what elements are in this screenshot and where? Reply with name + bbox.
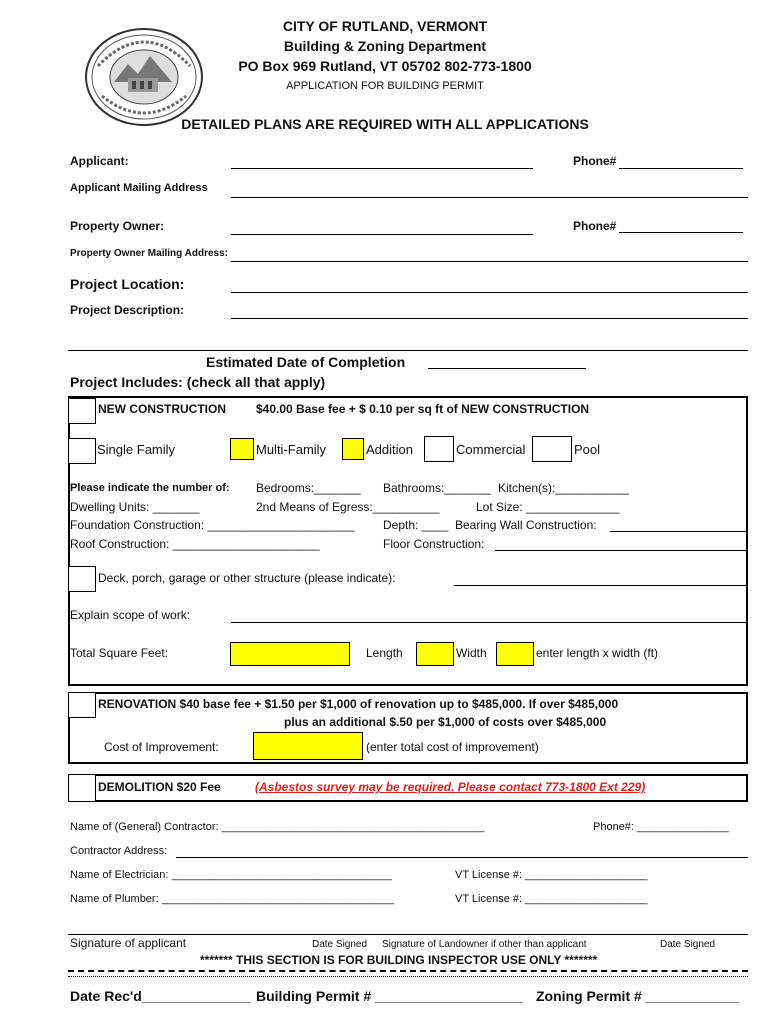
commercial-checkbox[interactable] xyxy=(424,436,454,462)
scope-label: Explain scope of work: xyxy=(70,608,191,622)
multi-family-label: Multi-Family xyxy=(256,442,327,457)
pool-checkbox[interactable] xyxy=(532,436,572,462)
pool-label: Pool xyxy=(574,442,601,457)
length-field[interactable] xyxy=(416,642,454,666)
demolition-note: (Asbestos survey may be required. Please contact 773-1800 Ext 229) xyxy=(255,780,646,794)
cost-hint: (enter total cost of improvement) xyxy=(366,740,539,754)
applicant-mailing-field[interactable] xyxy=(231,197,748,198)
length-label: Length xyxy=(366,646,403,660)
cost-field[interactable] xyxy=(253,732,363,760)
width-field[interactable] xyxy=(496,642,534,666)
owner-mailing-label: Property Owner Mailing Address: xyxy=(70,248,228,259)
single-family-label: Single Family xyxy=(97,442,176,457)
zoning-permit-field[interactable]: Zoning Permit # ____________ xyxy=(536,988,740,1004)
demolition-title: DEMOLITION $20 Fee xyxy=(98,780,221,794)
depth-field[interactable]: Depth: ____ xyxy=(383,518,449,532)
date-signed-label-1: Date Signed xyxy=(312,939,368,950)
applicant-signature-label: Signature of applicant xyxy=(70,936,187,950)
lot-size-field[interactable]: Lot Size: ______________ xyxy=(476,500,620,514)
project-description-field-2[interactable] xyxy=(68,350,748,351)
egress-field[interactable]: 2nd Means of Egress:__________ xyxy=(256,500,440,514)
deck-field[interactable] xyxy=(454,585,746,586)
indicate-label: Please indicate the number of: xyxy=(70,482,230,494)
bedrooms-field[interactable]: Bedrooms:_______ xyxy=(256,481,361,495)
inspector-divider-dots xyxy=(68,976,748,977)
renovation-fee-line2: plus an additional $.50 per $1,000 of costs over $485,000 xyxy=(284,715,607,729)
sqft-field[interactable] xyxy=(230,642,350,666)
dwelling-units-field[interactable]: Dwelling Units: _______ xyxy=(70,500,200,514)
applicant-phone-label: Phone# xyxy=(573,154,617,168)
new-construction-fee: $40.00 Base fee + $ 0.10 per sq ft of NEW CONSTRUCTION xyxy=(256,402,590,416)
scope-field[interactable] xyxy=(231,622,746,623)
project-location-field[interactable] xyxy=(231,292,748,293)
bearing-wall-field[interactable] xyxy=(610,531,746,532)
kitchens-field[interactable]: Kitchen(s):___________ xyxy=(498,481,629,495)
plans-notice: DETAILED PLANS ARE REQUIRED WITH ALL APPLICATIONS xyxy=(181,116,589,132)
city-name: CITY OF RUTLAND, VERMONT xyxy=(282,18,488,34)
floor-field[interactable] xyxy=(495,550,746,551)
demolition-checkbox[interactable] xyxy=(68,774,96,802)
owner-field[interactable] xyxy=(231,234,533,235)
contractor-address-label: Contractor Address: xyxy=(70,845,168,857)
plumber-license-field[interactable]: VT License #: ____________________ xyxy=(455,893,648,905)
inspector-section-title: ******* THIS SECTION IS FOR BUILDING INSPECTOR USE ONLY ******* xyxy=(200,953,598,967)
deck-checkbox[interactable] xyxy=(68,566,96,592)
date-signed-label-2: Date Signed xyxy=(660,939,716,950)
applicant-mailing-label: Applicant Mailing Address xyxy=(70,182,208,194)
form-title: APPLICATION FOR BUILDING PERMIT xyxy=(286,80,484,92)
general-contractor-field[interactable]: Name of (General) Contractor: ___________________________________________ xyxy=(70,821,485,833)
roof-field[interactable]: Roof Construction: ______________________ xyxy=(70,537,320,551)
addition-label: Addition xyxy=(366,442,413,457)
single-family-checkbox[interactable] xyxy=(68,438,96,464)
deck-label: Deck, porch, garage or other structure (please indicate): xyxy=(98,571,396,585)
commercial-label: Commercial xyxy=(456,442,526,457)
contractor-phone-field[interactable]: Phone#: _______________ xyxy=(593,821,729,833)
floor-label: Floor Construction: xyxy=(383,537,485,551)
owner-phone-field[interactable] xyxy=(619,232,743,233)
includes-label: Project Includes: (check all that apply) xyxy=(70,374,326,390)
electrician-license-field[interactable]: VT License #: ____________________ xyxy=(455,869,648,881)
plumber-field[interactable]: Name of Plumber: ______________________________________ xyxy=(70,893,395,905)
electrician-field[interactable]: Name of Electrician: ____________________________________ xyxy=(70,869,392,881)
new-construction-title: NEW CONSTRUCTION xyxy=(98,402,226,416)
project-description-label: Project Description: xyxy=(70,303,185,317)
new-construction-checkbox[interactable] xyxy=(68,398,96,424)
department-address: PO Box 969 Rutland, VT 05702 802-773-1800 xyxy=(238,58,532,74)
lxw-label: enter length x width (ft) xyxy=(536,646,659,660)
project-description-field[interactable] xyxy=(231,318,748,319)
sqft-label: Total Square Feet: xyxy=(70,646,169,660)
date-received-field[interactable]: Date Rec'd______________ xyxy=(70,988,251,1004)
width-label: Width xyxy=(456,646,487,660)
bearing-wall-label: Bearing Wall Construction: xyxy=(455,518,597,532)
department-name: Building & Zoning Department xyxy=(283,38,487,54)
completion-label: Estimated Date of Completion xyxy=(206,354,406,370)
owner-label: Property Owner: xyxy=(70,219,165,233)
contractor-address-field[interactable] xyxy=(176,857,748,858)
landowner-signature-label: Signature of Landowner if other than applicant xyxy=(382,939,587,950)
cost-label: Cost of Improvement: xyxy=(104,740,219,754)
bathrooms-field[interactable]: Bathrooms:_______ xyxy=(383,481,492,495)
building-permit-field[interactable]: Building Permit # ___________________ xyxy=(256,988,523,1004)
foundation-field[interactable]: Foundation Construction: ______________________ xyxy=(70,518,355,532)
multi-family-checkbox[interactable] xyxy=(230,438,254,460)
applicant-label: Applicant: xyxy=(70,154,129,168)
signature-line[interactable] xyxy=(68,934,748,935)
inspector-divider xyxy=(68,970,748,972)
completion-field[interactable] xyxy=(428,368,586,369)
renovation-fee-line1: RENOVATION $40 base fee + $1.50 per $1,000 of renovation up to $485,000. If over $485,000 xyxy=(98,697,619,711)
addition-checkbox[interactable] xyxy=(342,438,364,460)
renovation-checkbox[interactable] xyxy=(68,692,96,718)
project-location-label: Project Location: xyxy=(70,276,185,292)
owner-mailing-field[interactable] xyxy=(231,261,748,262)
owner-phone-label: Phone# xyxy=(573,219,617,233)
applicant-phone-field[interactable] xyxy=(619,168,743,169)
applicant-field[interactable] xyxy=(231,168,533,169)
